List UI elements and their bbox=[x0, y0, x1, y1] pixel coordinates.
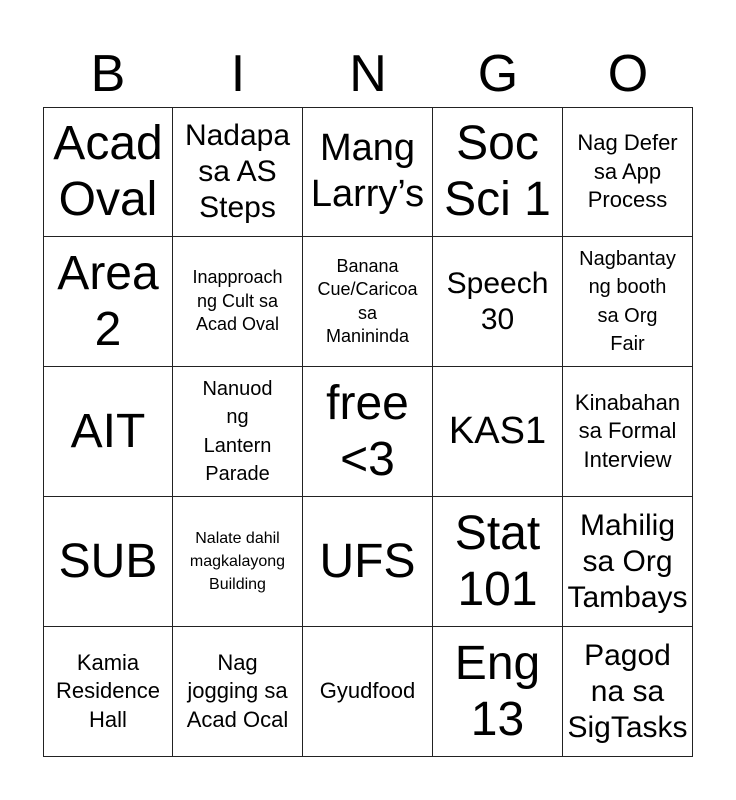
bingo-cell-r5-c2[interactable]: Nag jogging sa Acad Ocal bbox=[173, 627, 303, 757]
bingo-cell-r1-c4[interactable]: Soc Sci 1 bbox=[433, 107, 563, 237]
bingo-cell-r5-c3[interactable]: Gyudfood bbox=[303, 627, 433, 757]
bingo-cell-r4-c5[interactable]: Mahilig sa Org Tambays bbox=[563, 497, 693, 627]
bingo-cell-r3-c5[interactable]: Kinabahan sa Formal Interview bbox=[563, 367, 693, 497]
header-letter-n: N bbox=[349, 45, 387, 103]
bingo-cell-r2-c5[interactable]: Nagbantay ng booth sa Org Fair bbox=[563, 237, 693, 367]
bingo-cell-r1-c1[interactable]: Acad Oval bbox=[43, 107, 173, 237]
bingo-cell-r5-c4[interactable]: Eng 13 bbox=[433, 627, 563, 757]
bingo-cell-r1-c3[interactable]: Mang Larry’s bbox=[303, 107, 433, 237]
bingo-header bbox=[43, 40, 693, 108]
header-letter-o: O bbox=[607, 45, 649, 103]
bingo-cell-r4-c3[interactable]: UFS bbox=[303, 497, 433, 627]
bingo-cell-r4-c1[interactable]: SUB bbox=[43, 497, 173, 627]
bingo-cell-r2-c2[interactable]: Inapproach ng Cult sa Acad Oval bbox=[173, 237, 303, 367]
bingo-cell-r4-c2[interactable]: Nalate dahil magkalayong Building bbox=[173, 497, 303, 627]
bingo-cell-r1-c2[interactable]: Nadapa sa AS Steps bbox=[173, 107, 303, 237]
bingo-cell-r3-c2[interactable]: Nanuod ng Lantern Parade bbox=[173, 367, 303, 497]
header-letter-g: G bbox=[477, 45, 519, 103]
bingo-cell-r2-c3[interactable]: Banana Cue/Caricoa sa Manininda bbox=[303, 237, 433, 367]
bingo-cell-r5-c5[interactable]: Pagod na sa SigTasks bbox=[563, 627, 693, 757]
bingo-board bbox=[43, 107, 693, 757]
bingo-cell-r3-c4[interactable]: KAS1 bbox=[433, 367, 563, 497]
bingo-cell-r2-c4[interactable]: Speech 30 bbox=[433, 237, 563, 367]
bingo-cell-r1-c5[interactable]: Nag Defer sa App Process bbox=[563, 107, 693, 237]
header-letter-b: B bbox=[90, 45, 126, 103]
bingo-cell-free[interactable]: free <3 bbox=[303, 367, 433, 497]
bingo-cell-r5-c1[interactable]: Kamia Residence Hall bbox=[43, 627, 173, 757]
bingo-cell-r2-c1[interactable]: Area 2 bbox=[43, 237, 173, 367]
header-letter-i: I bbox=[230, 45, 246, 103]
bingo-cell-r4-c4[interactable]: Stat 101 bbox=[433, 497, 563, 627]
bingo-cell-r3-c1[interactable]: AIT bbox=[43, 367, 173, 497]
